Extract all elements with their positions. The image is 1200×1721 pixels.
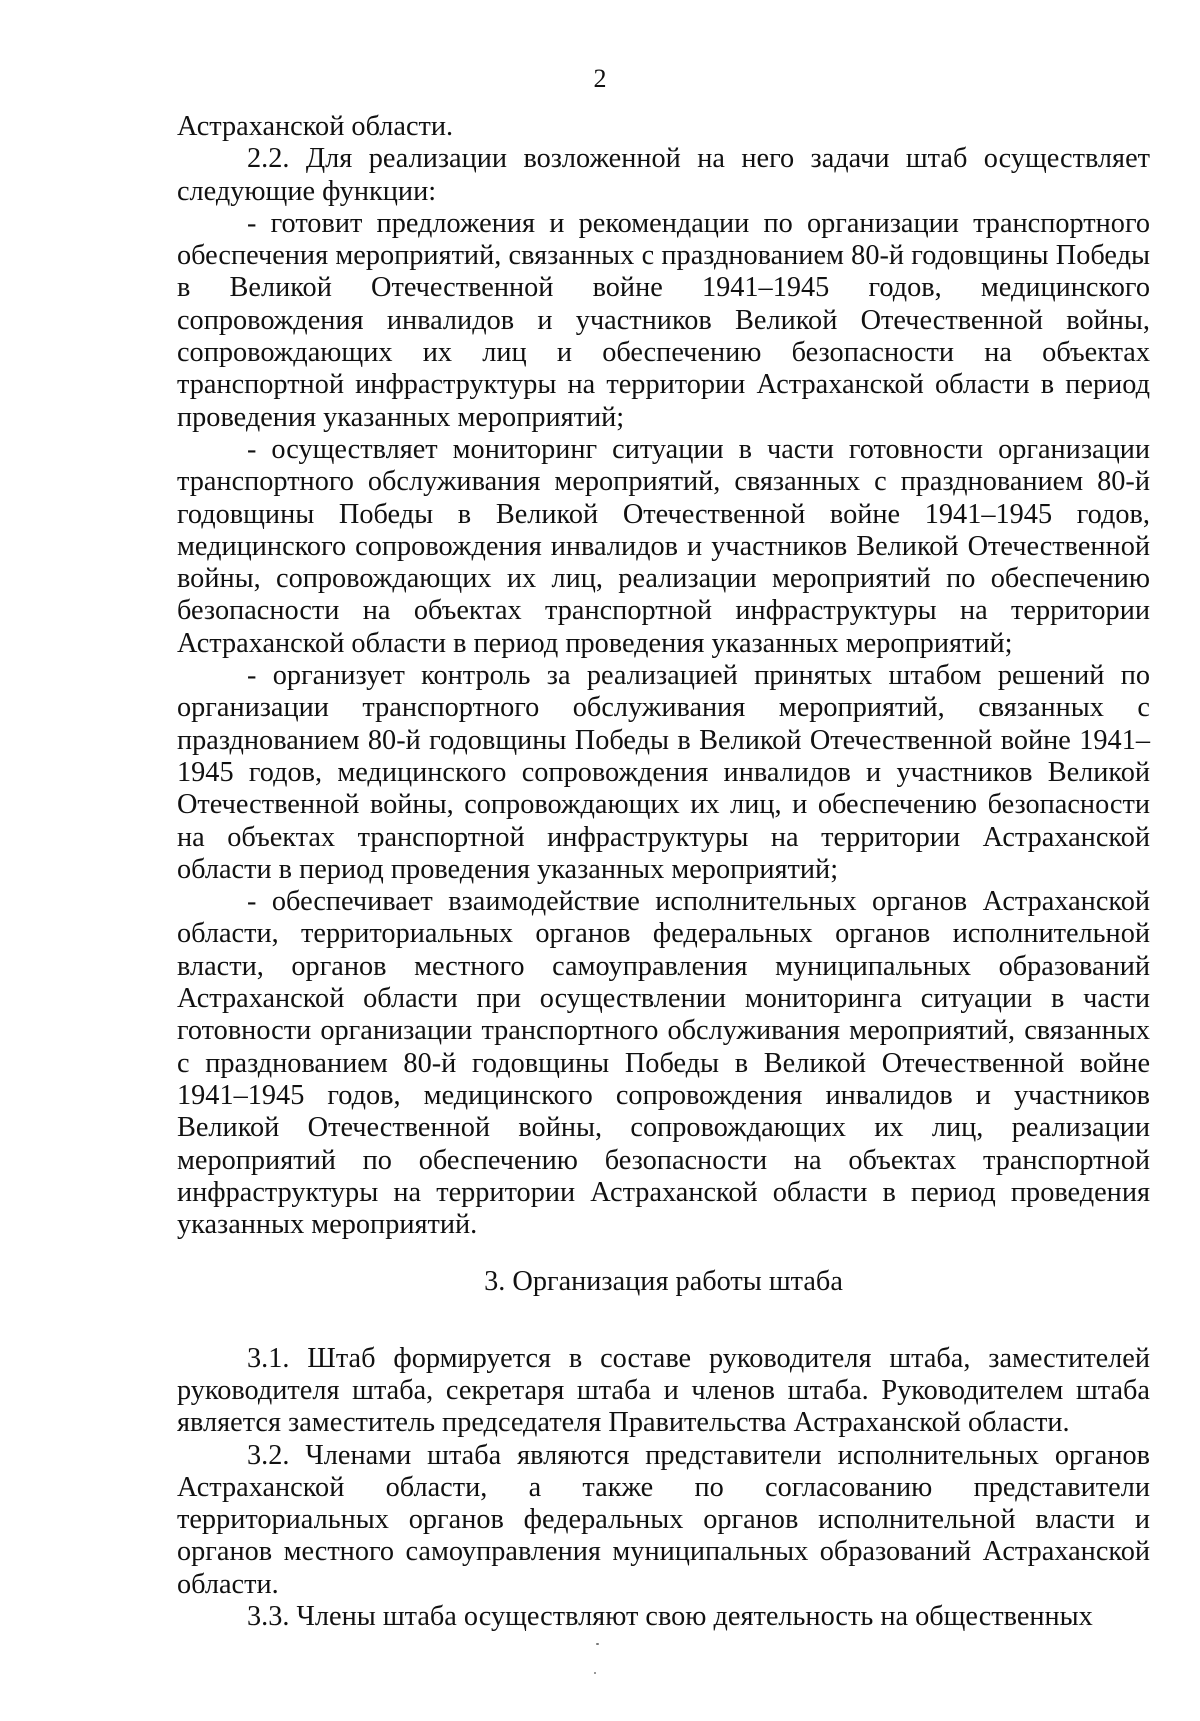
paragraph-2-2: 2.2. Для реализации возложенной на него задачи штаб осуществляет следующие функции: (177, 143, 1150, 207)
function-item: - осуществляет мониторинг ситуации в части готовности организации транспортного обслуживания мероприятий, связанных с празднованием 80-й годовщины Победы в Великой Отечественной войне 1941–1945 годов, медицинского сопровождения инвалидов и участников Великой Отечественной войны, сопровождающих их лиц, реализации мероприятий по обеспечению безопасности на объектах транспортной инфраструктуры на территории Астраханской области в период проведения указанных мероприятий; (177, 433, 1150, 659)
section-heading: 3. Организация работы штаба (484, 1266, 843, 1298)
function-item: - обеспечивает взаимодействие исполнительных органов Астраханской области, территориальных органов федеральных органов исполнительной власти, органов местного самоуправления муниципальных образований Астраханской области при осуществлении мониторинга ситуации в части готовности организации транспортного обслуживания мероприятий, связанных с празднованием 80-й годовщины Победы в Великой Отечественной войне 1941–1945 годов, медицинского сопровождения инвалидов и участников Великой Отечественной войны, сопровождающих их лиц, реализации мероприятий по обеспечению безопасности на объектах транспортной инфраструктуры на территории Астраханской области в период проведения указанных мероприятий. (177, 886, 1150, 1241)
paragraph-continuation: Астраханской области. (177, 111, 454, 142)
document-body (177, 111, 1150, 1633)
paragraph-3-3: 3.3. Члены штаба осуществляют свою деятельность на общественных (247, 1601, 1093, 1633)
paragraph-3-2: 3.2. Членами штаба являются представители исполнительных органов Астраханской области, а также по согласованию представители территориальных органов федеральных органов исполнительной власти и органов местного самоуправления муниципальных образований Астраханской области. (177, 1439, 1150, 1600)
scan-speck (596, 1643, 599, 1645)
scan-speck (594, 1672, 596, 1674)
page-number: 2 (593, 64, 607, 93)
paragraph-3-1: 3.1. Штаб формируется в составе руководителя штаба, заместителей руководителя штаба, секретаря штаба и членов штаба. Руководителем штаба является заместитель председателя Правительства Астраханской области. (177, 1342, 1150, 1439)
function-item: - готовит предложения и рекомендации по организации транспортного обеспечения мероприятий, связанных с празднованием 80-й годовщины Победы в Великой Отечественной войне 1941–1945 годов, медицинского сопровождения инвалидов и участников Великой Отечественной войны, сопровождающих их лиц и обеспечению безопасности на объектах транспортной инфраструктуры на территории Астраханской области в период проведения указанных мероприятий; (177, 207, 1150, 433)
function-item: - организует контроль за реализацией принятых штабом решений по организации транспортного обслуживания мероприятий, связанных с празднованием 80-й годовщины Победы в Великой Отечественной войне 1941–1945 годов, медицинского сопровождения инвалидов и участников Великой Отечественной войны, сопровождающих их лиц, и обеспечению безопасности на объектах транспортной инфраструктуры на территории Астраханской области в период проведения указанных мероприятий; (177, 660, 1150, 885)
